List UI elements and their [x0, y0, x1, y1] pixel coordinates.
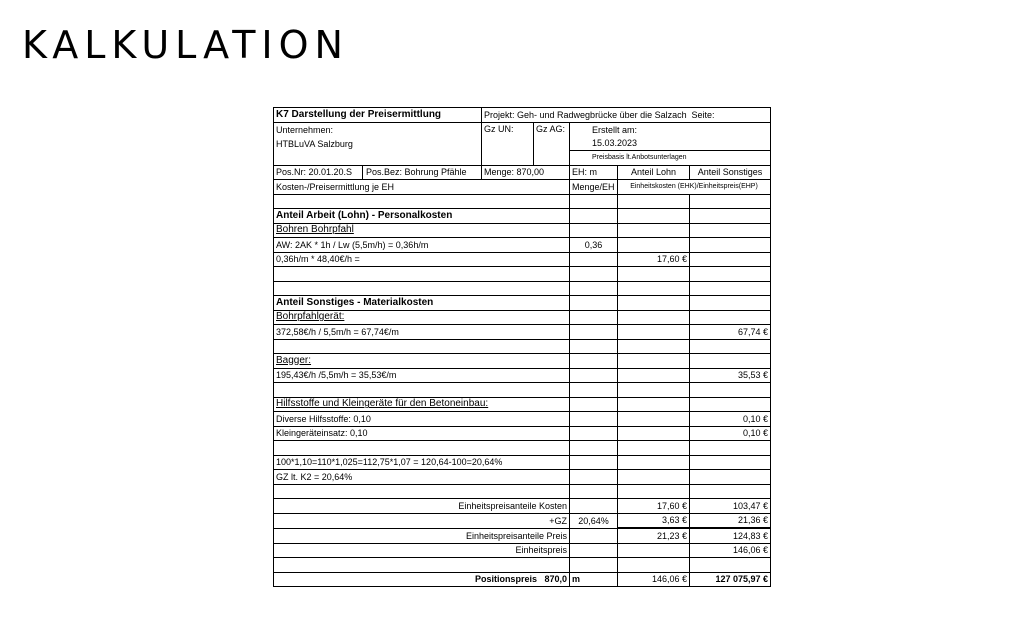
- material-section-title: Anteil Sonstiges - Materialkosten: [274, 296, 570, 311]
- excavator-calc: 195,43€/h /5,5m/h = 35,53€/m: [274, 368, 570, 383]
- unit-price-label: Einheitspreis: [274, 543, 570, 558]
- position-price-quantity: 870,0: [544, 574, 567, 585]
- overhead-text: GZ lt. K2 = 20,64%: [274, 470, 570, 485]
- labour-effort-text: AW: 2AK * 1h / Lw (5,5m/h) = 0,36h/m: [274, 238, 570, 253]
- drilling-rig-label: Bohrpfahlgerät:: [274, 310, 570, 325]
- drilling-rig-value: 67,74 €: [690, 325, 771, 340]
- excavator-label: Bagger:: [274, 354, 570, 369]
- unit-price-shares-label: Einheitspreisanteile Preis: [274, 528, 570, 543]
- page-label: Seite:: [690, 108, 771, 123]
- drilling-rig-calc: 372,58€/h / 5,5m/h = 67,74€/m: [274, 325, 570, 340]
- position-price-unit: m: [570, 572, 618, 587]
- overhead-label: +GZ: [274, 513, 570, 528]
- form-title: K7 Darstellung der Preisermittlung: [274, 108, 482, 123]
- labour-subtitle: Bohren Bohrpfahl: [274, 223, 570, 238]
- unit-price-shares-other: 124,83 €: [690, 528, 771, 543]
- created-date: 15.03.2023: [570, 137, 771, 151]
- col-other-share: Anteil Sonstiges: [690, 165, 771, 180]
- overhead-other: 21,36 €: [690, 513, 771, 528]
- labour-effort-quantity: 0,36: [570, 238, 618, 253]
- small-equipment-text: Kleingeräteinsatz: 0,10: [274, 426, 570, 441]
- labour-cost-calc: 0,36h/m * 48,40€/h =: [274, 252, 570, 267]
- created-label: Erstellt am:: [570, 123, 771, 137]
- position-number: Pos.Nr: 20.01.20.S: [274, 166, 363, 179]
- auxiliary-materials-text: Diverse Hilfsstoffe: 0,10: [274, 412, 570, 427]
- k7-calculation-sheet: [273, 107, 771, 587]
- unit-price-shares-labour: 21,23 €: [618, 528, 690, 543]
- col-quantity-per-unit: Menge/EH: [570, 180, 618, 195]
- small-equipment-value: 0,10 €: [690, 426, 771, 441]
- overhead-labour: 3,63 €: [618, 513, 690, 528]
- overhead-percent: 20,64%: [570, 513, 618, 528]
- position-price-labour: 146,06 €: [618, 572, 690, 587]
- page-title: KALKULATION: [22, 23, 349, 67]
- gz-ag-label: Gz AG:: [534, 123, 570, 166]
- unit-cost-shares-other: 103,47 €: [690, 499, 771, 514]
- unit-cost-shares-labour: 17,60 €: [618, 499, 690, 514]
- gz-un-label: Gz UN:: [482, 123, 534, 166]
- excavator-value: 35,53 €: [690, 368, 771, 383]
- position-price-total: 127 075,97 €: [690, 572, 771, 587]
- quantity: Menge: 870,00: [482, 165, 570, 180]
- unit: EH: m: [570, 165, 618, 180]
- project-name: Projekt: Geh- und Radwegbrücke über die Salzach: [482, 108, 690, 123]
- labour-cost-value: 17,60 €: [618, 252, 690, 267]
- overhead-calc: 100*1,10=110*1,025=112,75*1,07 = 120,64-100=20,64%: [274, 455, 570, 470]
- auxiliary-label: Hilfsstoffe und Kleingeräte für den Betoneinbau:: [274, 397, 570, 412]
- cost-calc-label: Kosten-/Preisermittlung je EH: [274, 180, 570, 195]
- col-labour-share: Anteil Lohn: [618, 165, 690, 180]
- position-price-label: [274, 572, 570, 587]
- unit-price-value: 146,06 €: [690, 543, 771, 558]
- position-price-text: Positionspreis: [474, 574, 537, 585]
- auxiliary-materials-value: 0,10 €: [690, 412, 771, 427]
- company-label: Unternehmen:: [274, 123, 482, 137]
- position-description: Pos.Bez: Bohrung Pfähle: [366, 166, 467, 177]
- price-basis: Preisbasis lt.Anbotsunterlagen: [570, 151, 771, 166]
- company-value: HTBLuVA Salzburg: [274, 137, 482, 151]
- col-unit-cost-price: Einheitskosten (EHK)/Einheitspreis(EHP): [618, 180, 771, 195]
- labour-section-title: Anteil Arbeit (Lohn) - Personalkosten: [274, 209, 570, 224]
- unit-cost-shares-label: Einheitspreisanteile Kosten: [274, 499, 570, 514]
